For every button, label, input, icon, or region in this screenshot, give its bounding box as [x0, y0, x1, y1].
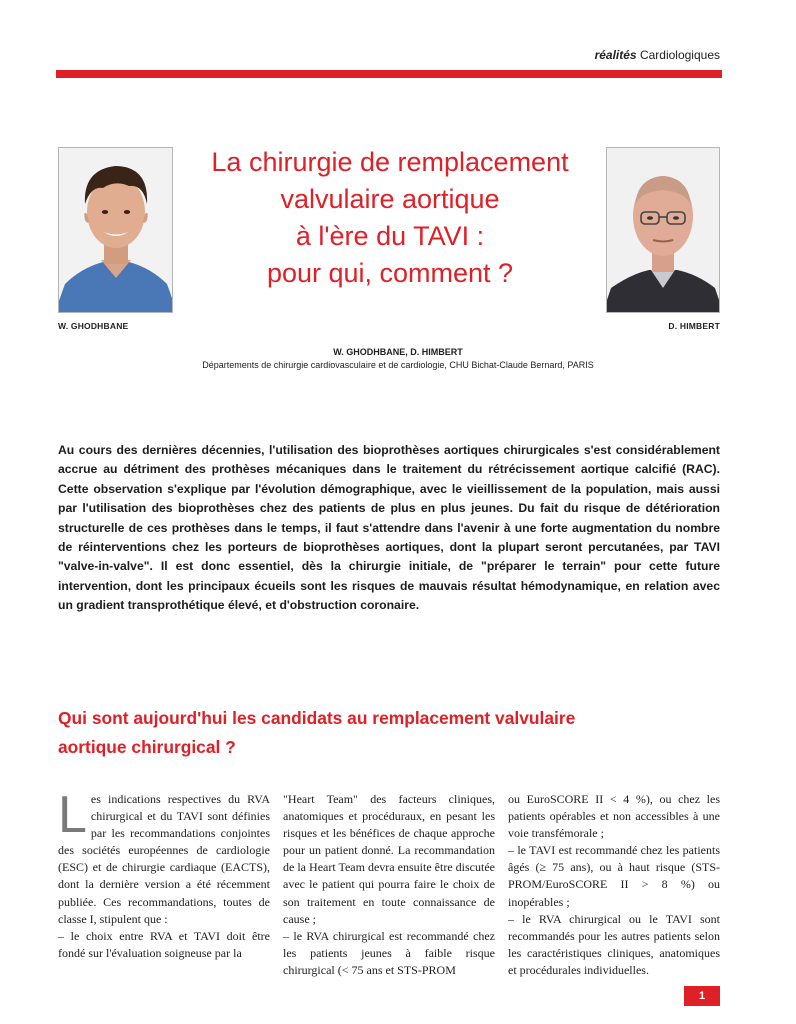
body-paragraph: es indications respectives du RVA chirurgical et du TAVI sont définies par les recommandations conjointes des sociétés européennes de cardiologie (ESC) et de chirurgie cardiaque (EACTS), dont la dernière version a été récemment publiée. Ces recommandations, toutes de classe I, stipulent que : [58, 792, 270, 926]
section-heading-line: Qui sont aujourd'hui les candidats au remplacement valvulaire [58, 708, 576, 728]
body-list-item: – le TAVI est recommandé chez les patients âgés (≥ 75 ans), ou à haut risque (STS-PROM/EuroSCORE II > 8 %) ou inopérables ; [508, 843, 720, 909]
header-accent-rule [56, 70, 722, 78]
photo-caption-left: W. GHODHBANE [58, 321, 129, 331]
journal-brand-section: Cardiologiques [636, 48, 720, 62]
byline [0, 346, 796, 372]
body-paragraph: ou EuroSCORE II < 4 %), ou chez les patients opérables et non accessibles à une voie transfémorale ; [508, 792, 720, 841]
body-paragraph: "Heart Team" des facteurs cliniques, anatomiques et procéduraux, en pesant les risques et les bénéfices de chaque approche pour un patient donné. La recommandation de la Heart Team devra ensuite être discutée avec le patient qui pourra faire le choix de son traitement en toute connaissance de cause ; [283, 792, 495, 926]
article-abstract: Au cours des dernières décennies, l'utilisation des bioprothèses aortiques chirurgicales s'est considérablement accrue au détriment des prothèses mécaniques dans le traitement du rétrécissement aortique calcifié (RAC). Cette observation s'explique par l'évolution démographique, avec le vieillissement de la population, mais aussi par l'utilisation des bioprothèses chez des patients de plus en plus jeunes. Du fait du risque de détérioration structurelle de ces prothèses dans le temps, il faut s'attendre dans l'avenir à une forte augmentation du nombre de réinterventions chez les porteurs de bioprothèses aortiques, dont la plupart seront percutanées, par TAVI "valve-in-valve". Il est donc essentiel, dès la chirurgie initiale, de "préparer le terrain" pour cette future intervention, dont les principaux écueils sont les risques de mauvais résultat hémodynamique, en relation avec un gradient transprothétique élevé, et d'obstruction coronaire. [58, 443, 720, 613]
article-title-line: valvulaire aortique [280, 184, 500, 214]
journal-brand-bold: réalités [594, 48, 637, 62]
body-column-3 [508, 791, 720, 979]
author-portrait-man-glasses [607, 148, 719, 312]
body-list-item: – le choix entre RVA et TAVI doit être fondé sur l'évaluation soigneuse par la [58, 928, 270, 960]
author-photo-ghodhbane [58, 147, 173, 313]
byline-authors: W. GHODHBANE, D. HIMBERT [333, 347, 463, 357]
section-heading-line: aortique chirurgical ? [58, 737, 236, 757]
article-title [180, 144, 600, 292]
body-list-item: – le RVA chirurgical ou le TAVI sont recommandés pour les autres patients selon les caractéristiques cliniques, anatomiques et procédurales individuelles. [508, 911, 720, 977]
section-heading [58, 704, 720, 762]
author-photo-himbert [606, 147, 720, 313]
article-title-line: La chirurgie de remplacement [211, 147, 569, 177]
journal-brand [595, 48, 720, 62]
article-title-line: pour qui, comment ? [266, 258, 514, 288]
body-column-1 [58, 786, 270, 962]
byline-affiliation: Départements de chirurgie cardiovasculaire et de cardiologie, CHU Bichat-Claude Bernard, PARIS [202, 360, 594, 370]
body-list-item: – le RVA chirurgical est recommandé chez les patients jeunes à faible risque chirurgical (< 75 ans et STS-PROM [283, 928, 495, 977]
drop-cap: L [58, 786, 87, 844]
author-portrait-young-man [59, 148, 172, 312]
article-title-line: à l'ère du TAVI : [295, 221, 485, 251]
photo-caption-right: D. HIMBERT [668, 321, 720, 331]
body-column-2 [283, 791, 495, 979]
page-number: 1 [684, 986, 720, 1006]
